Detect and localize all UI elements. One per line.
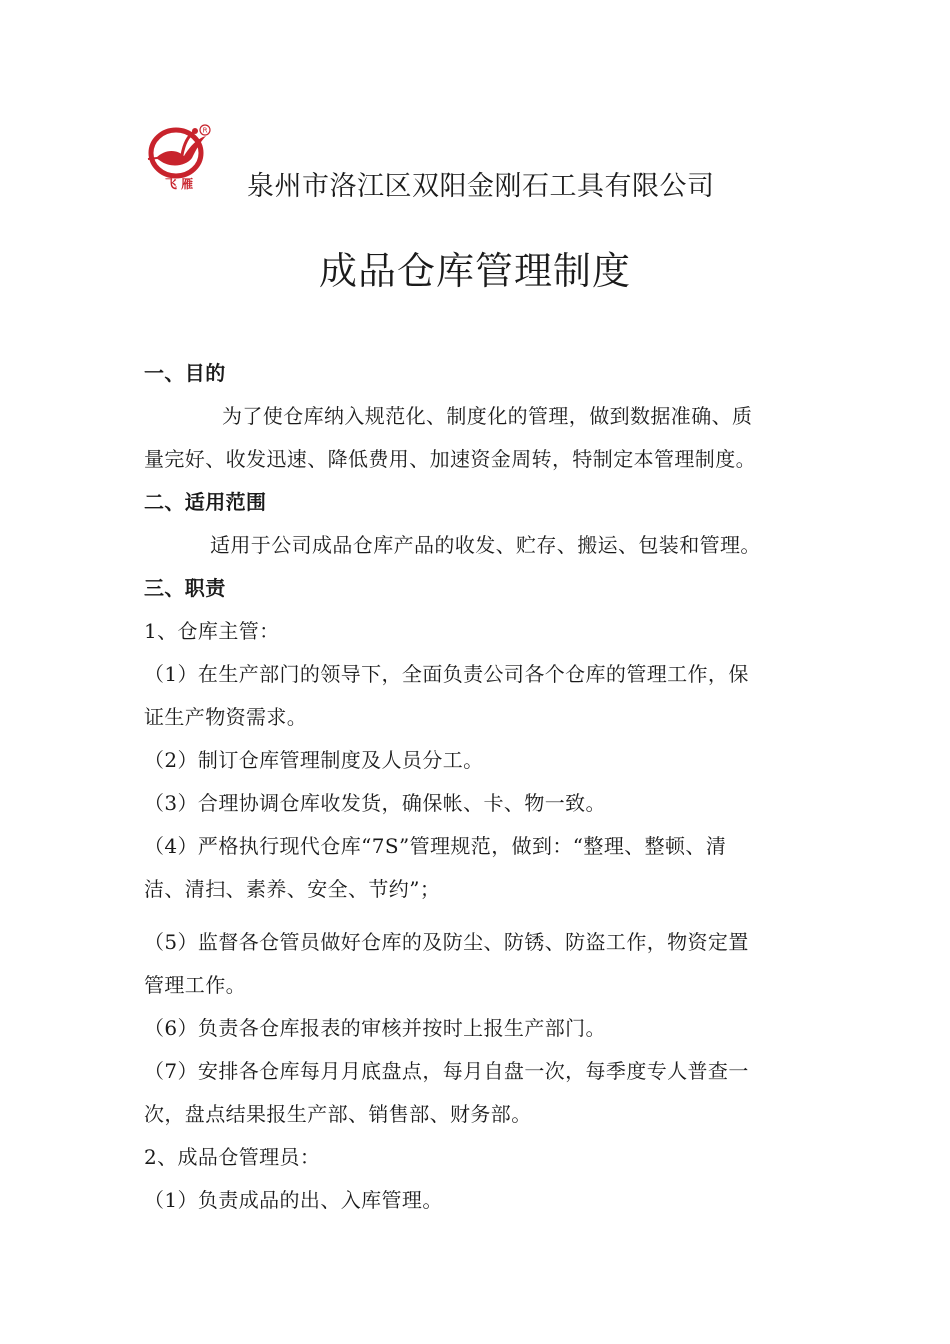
list-item-line: （1）在生产部门的领导下，全面负责公司各个仓库的管理工作，保 (144, 662, 749, 686)
subsection-label-supervisor: 1、仓库主管： (144, 619, 280, 643)
list-item-line: （4）严格执行现代仓库“7S”管理规范，做到：“整理、整顿、清 (144, 834, 727, 858)
list-item-line: （7）安排各仓库每月月底盘点，每月自盘一次，每季度专人普查一 (144, 1059, 749, 1083)
company-logo (144, 122, 216, 192)
subsection-label-keeper: 2、成品仓管理员： (144, 1145, 321, 1169)
list-item-line: （6）负责各仓库报表的审核并按时上报生产部门。 (144, 1016, 606, 1040)
section-heading-purpose: 一、目的 (144, 361, 226, 385)
paragraph-line: 量完好、收发迅速、降低费用、加速资金周转，特制定本管理制度。 (144, 447, 756, 471)
logo-brand-text: 飞 雁 (164, 177, 194, 191)
letterhead (144, 122, 784, 202)
list-item-line: （1）负责成品的出、入库管理。 (144, 1188, 443, 1212)
section-heading-duties: 三、职责 (144, 576, 226, 600)
list-item-line: （3）合理协调仓库收发货，确保帐、卡、物一致。 (144, 791, 606, 815)
list-item-line: 次，盘点结果报生产部、销售部、财务部。 (144, 1102, 532, 1126)
company-name: 泉州市洛江区双阳金刚石工具有限公司 (247, 171, 715, 202)
list-item-line: 洁、清扫、素养、安全、节约”； (144, 877, 441, 901)
registered-mark: R (202, 126, 208, 135)
document-title: 成品仓库管理制度 (318, 249, 631, 293)
paragraph-line: 为了使仓库纳入规范化、制度化的管理，做到数据准确、质 (222, 404, 753, 428)
list-item-line: 证生产物资需求。 (144, 705, 308, 729)
list-item-line: （2）制订仓库管理制度及人员分工。 (144, 748, 484, 772)
flying-goose-logo-icon (144, 122, 216, 192)
list-item-line: （5）监督各仓管员做好仓库的及防尘、防锈、防盗工作，物资定置 (144, 930, 749, 954)
section-heading-scope: 二、适用范围 (144, 490, 267, 514)
paragraph-line: 适用于公司成品仓库产品的收发、贮存、搬运、包装和管理。 (210, 533, 761, 557)
list-item-line: 管理工作。 (144, 973, 246, 997)
document-body (144, 352, 806, 1222)
